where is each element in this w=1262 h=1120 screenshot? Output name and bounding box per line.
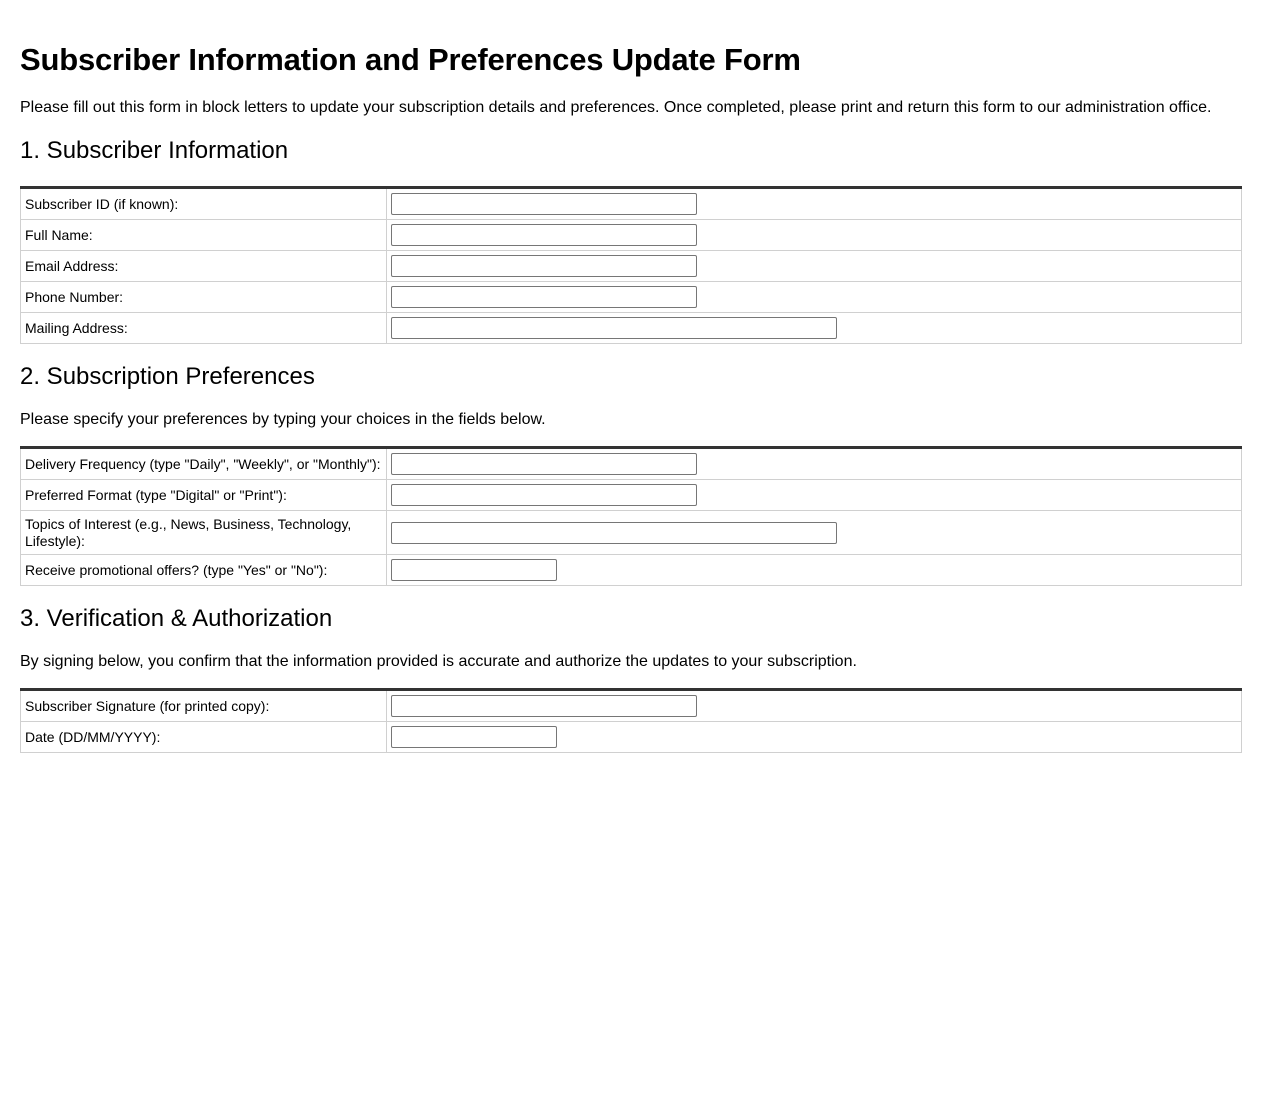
phone-number-input[interactable] [391,286,697,308]
field-label-delivery-frequency: Delivery Frequency (type "Daily", "Weekly", or "Monthly"): [21,448,387,480]
table-row [21,448,1242,480]
field-cell [387,220,1242,251]
subscription-preferences-text: Please specify your preferences by typing your choices in the fields below. [20,411,546,428]
verification-table [20,688,1242,753]
table-row [21,313,1242,344]
field-label-preferred-format: Preferred Format (type "Digital" or "Print"): [21,480,387,511]
verification-text: By signing below, you confirm that the information provided is accurate and authorize the updates to your subscription. [20,653,857,670]
intro-text: Please fill out this form in block letters to update your subscription details and preferences. Once completed, please print and return this form to our administration office. [20,99,1212,116]
field-label-subscriber-id: Subscriber ID (if known): [21,188,387,220]
subscriber-signature-input[interactable] [391,695,697,717]
field-label-email-address: Email Address: [21,251,387,282]
field-cell [387,282,1242,313]
field-label-topics-of-interest: Topics of Interest (e.g., News, Business, Technology, Lifestyle): [21,511,387,555]
promotional-offers-input[interactable] [391,559,557,581]
subscriber-information-table [20,186,1242,344]
table-row [21,220,1242,251]
section-heading-subscription-preferences: 2. Subscription Preferences [20,363,315,390]
topics-of-interest-input[interactable] [391,522,837,544]
field-label-date: Date (DD/MM/YYYY): [21,722,387,753]
field-cell [387,690,1242,722]
section-heading-subscriber-information: 1. Subscriber Information [20,137,289,164]
preferred-format-input[interactable] [391,484,697,506]
subscriber-id-input[interactable] [391,193,697,215]
table-row [21,511,1242,555]
field-cell [387,448,1242,480]
table-row [21,555,1242,586]
field-cell [387,480,1242,511]
table-row [21,722,1242,753]
field-cell [387,251,1242,282]
delivery-frequency-input[interactable] [391,453,697,475]
field-label-subscriber-signature: Subscriber Signature (for printed copy): [21,690,387,722]
field-label-phone-number: Phone Number: [21,282,387,313]
email-address-input[interactable] [391,255,697,277]
full-name-input[interactable] [391,224,697,246]
field-cell [387,313,1242,344]
mailing-address-input[interactable] [391,317,837,339]
field-cell [387,188,1242,220]
field-cell [387,555,1242,586]
table-row [21,690,1242,722]
field-cell [387,511,1242,555]
section-heading-verification-authorization: 3. Verification & Authorization [20,605,333,632]
table-row [21,251,1242,282]
page-title: Subscriber Information and Preferences Update Form [20,42,801,77]
field-label-full-name: Full Name: [21,220,387,251]
table-row [21,282,1242,313]
field-label-promotional-offers: Receive promotional offers? (type "Yes" or "No"): [21,555,387,586]
subscription-preferences-table [20,446,1242,586]
table-row [21,480,1242,511]
date-input[interactable] [391,726,557,748]
field-cell [387,722,1242,753]
table-row [21,188,1242,220]
field-label-mailing-address: Mailing Address: [21,313,387,344]
